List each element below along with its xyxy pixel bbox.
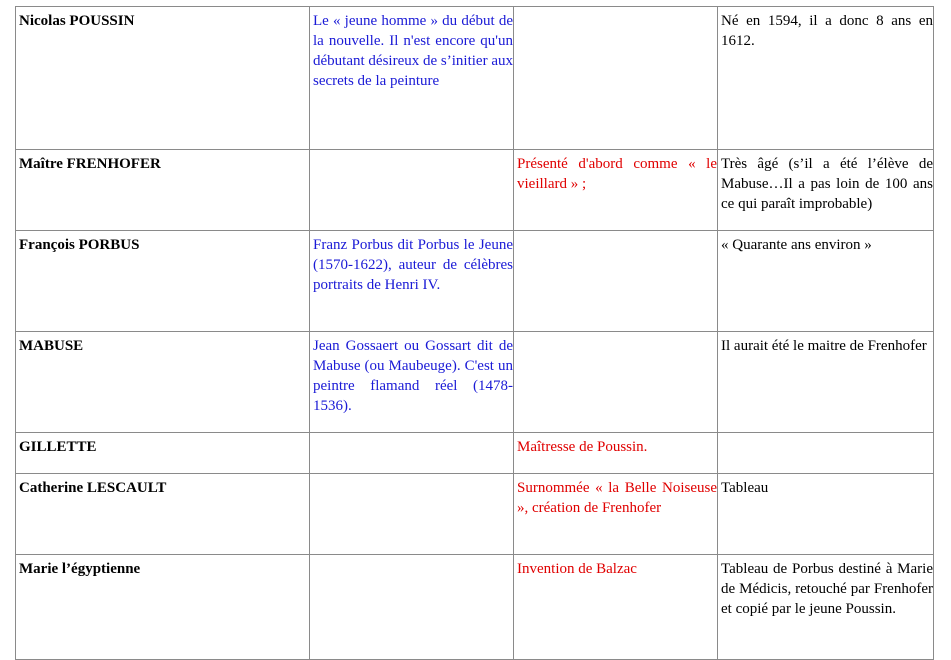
character-name: MABUSE <box>16 332 310 433</box>
historical-note: Franz Porbus dit Porbus le Jeune (1570-1622), auteur de célèbres portraits de Henri IV. <box>310 231 514 332</box>
table-row <box>16 555 934 660</box>
historical-note: Jean Gossaert ou Gossart dit de Mabuse (ou Maubeuge). C'est un peintre flamand réel (1478-1536). <box>310 332 514 433</box>
table-row <box>16 231 934 332</box>
remark: Tableau de Porbus destiné à Marie de Médicis, retouché par Frenhofer et copié par le jeune Poussin. <box>718 555 934 660</box>
historical-note <box>310 555 514 660</box>
table-row <box>16 7 934 150</box>
table-row <box>16 433 934 474</box>
fiction-note: Invention de Balzac <box>514 555 718 660</box>
character-name: Marie l’égyptienne <box>16 555 310 660</box>
fiction-note <box>514 231 718 332</box>
historical-note <box>310 433 514 474</box>
historical-note: Le « jeune homme » du début de la nouvelle. Il n'est encore qu'un débutant désireux de s’initier aux secrets de la peinture <box>310 7 514 150</box>
characters-table <box>15 6 934 660</box>
remark <box>718 433 934 474</box>
table-row <box>16 332 934 433</box>
historical-note <box>310 150 514 231</box>
fiction-note: Maîtresse de Poussin. <box>514 433 718 474</box>
fiction-note <box>514 332 718 433</box>
character-name: Nicolas POUSSIN <box>16 7 310 150</box>
historical-note <box>310 474 514 555</box>
remark: Il aurait été le maitre de Frenhofer <box>718 332 934 433</box>
remark: « Quarante ans environ » <box>718 231 934 332</box>
remark: Tableau <box>718 474 934 555</box>
table-row <box>16 474 934 555</box>
character-name: Catherine LESCAULT <box>16 474 310 555</box>
fiction-note: Présenté d'abord comme « le vieillard » ; <box>514 150 718 231</box>
remark: Très âgé (s’il a été l’élève de Mabuse…Il a pas loin de 100 ans ce qui paraît improbable) <box>718 150 934 231</box>
remark: Né en 1594, il a donc 8 ans en 1612. <box>718 7 934 150</box>
table-row <box>16 150 934 231</box>
fiction-note: Surnommée « la Belle Noiseuse », création de Frenhofer <box>514 474 718 555</box>
character-name: Maître FRENHOFER <box>16 150 310 231</box>
fiction-note <box>514 7 718 150</box>
character-name: GILLETTE <box>16 433 310 474</box>
character-name: François PORBUS <box>16 231 310 332</box>
